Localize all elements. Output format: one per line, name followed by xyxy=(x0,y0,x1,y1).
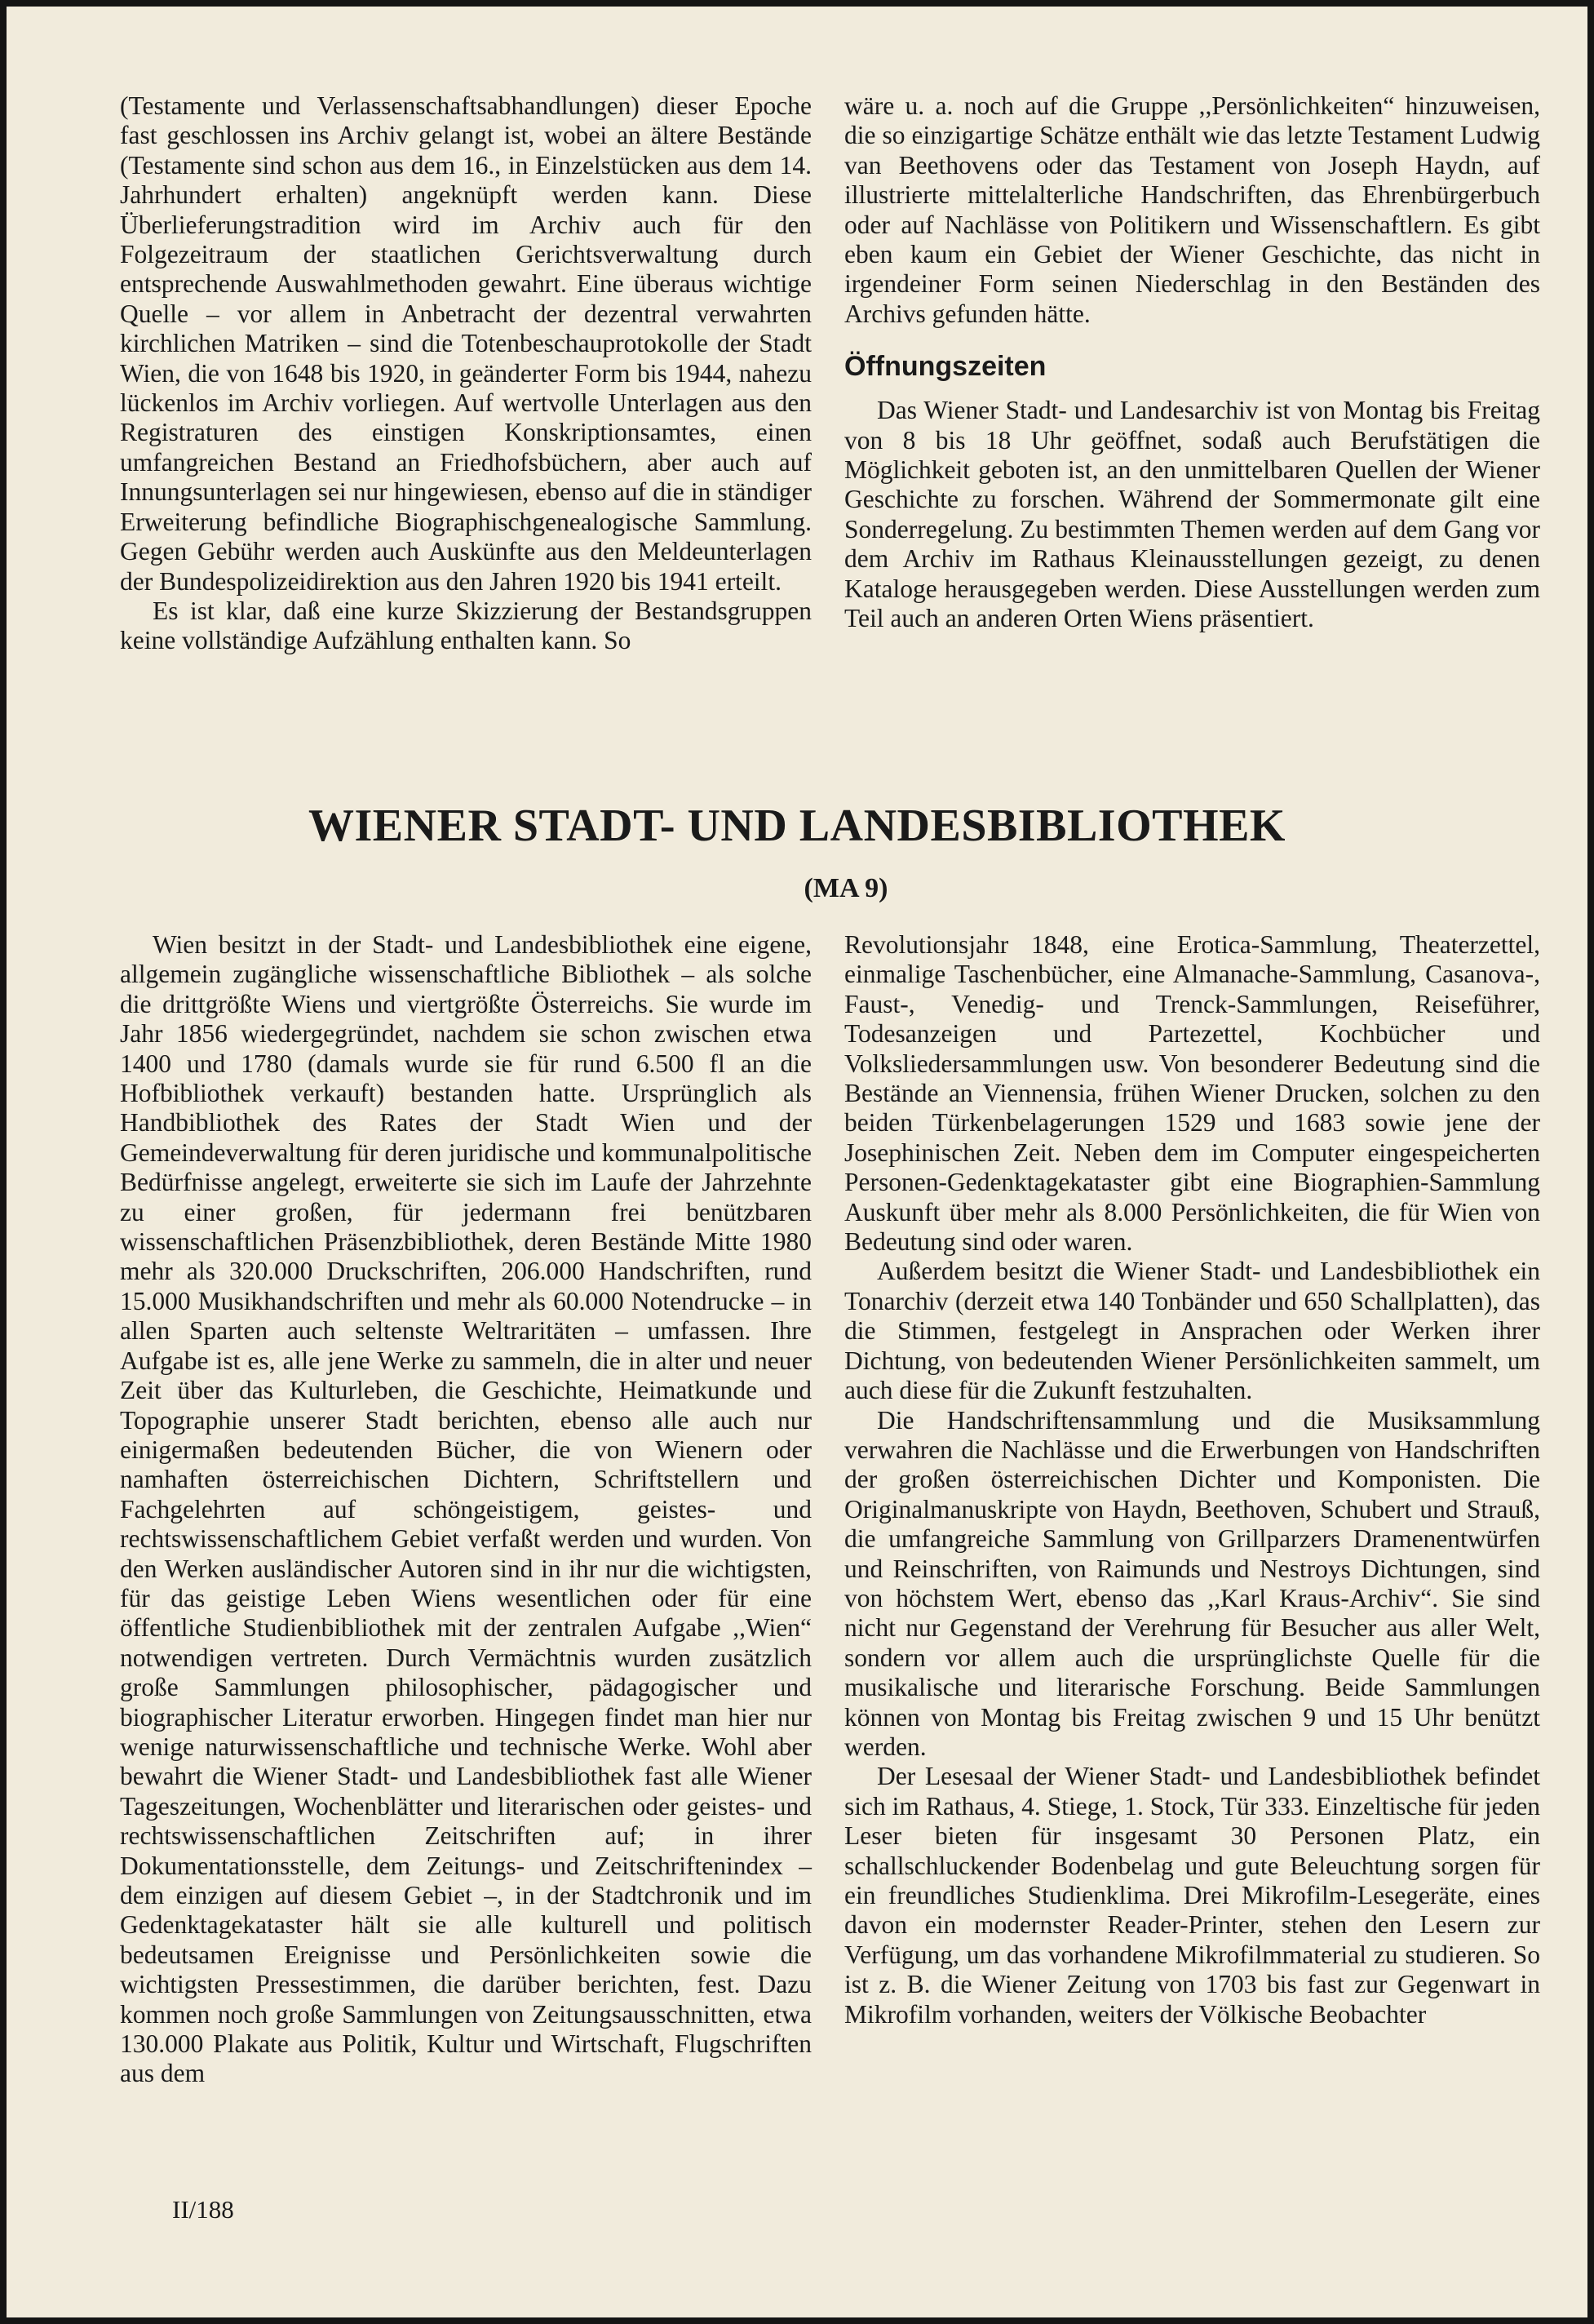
bottom-right-column xyxy=(844,930,1540,2029)
paragraph: wäre u. a. noch auf die Gruppe ,,Persönlichkeiten“ hinzuweisen, die so einzigartige Schätze enthält wie das letzte Testament Ludwig van Beethovens oder das Testament von Joseph Haydn, auf illustrierte mittelalterliche Handschriften, das Ehrenbürgerbuch oder auf Nachlässe von Politikern und Wissenschaftlern. Es gibt eben kaum ein Gebiet der Wiener Geschichte, das nicht in irgendeiner Form seinen Niederschlag in den Beständen des Archivs gefunden hätte. xyxy=(844,91,1540,328)
paragraph: Revolutionsjahr 1848, eine Erotica-Sammlung, Theaterzettel, einmalige Taschenbücher, eine Almanache-Sammlung, Casanova-, Faust-, Venedig- und Trenck-Sammlungen, Reiseführer, Todesanzeigen und Partezettel, Kochbücher und Volksliedersammlungen usw. Von besonderer Bedeutung sind die Bestände an Viennensia, frühen Wiener Drucken, solchen zu den beiden Türkenbelagerungen 1529 und 1683 sowie jene der Josephinischen Zeit. Neben dem im Computer eingespeicherten Personen-Gedenktagekataster gibt eine Biographien-Sammlung Auskunft über mehr als 8.000 Persönlichkeiten, die für Wien von Bedeutung sind oder waren. xyxy=(844,930,1540,1257)
paragraph: Wien besitzt in der Stadt- und Landesbibliothek eine eigene, allgemein zugängliche wissenschaftliche Bibliothek – als solche die drittgrößte Wiens und viertgrößte Österreichs. Sie wurde im Jahr 1856 wiedergegründet, nachdem sie schon zwischen etwa 1400 und 1780 (damals wurde sie für rund 6.500 fl an die Hofbibliothek verkauft) bestanden hatte. Ursprünglich als Handbibliothek des Rates der Stadt Wien und der Gemeindeverwaltung für deren juridische und kommunalpolitische Bedürfnisse angelegt, erweiterte sie sich im Laufe der Jahrzehnte zu einer großen, für jedermann frei benützbaren wissenschaftlichen Präsenzbibliothek, deren Bestände Mitte 1980 mehr als 320.000 Druckschriften, 206.000 Handschriften, rund 15.000 Musikhandschriften und mehr als 60.000 Notendrucke – in allen Sparten auch seltenste Weltraritäten – umfassen. Ihre Aufgabe ist es, alle jene Werke zu sammeln, die in alter und neuer Zeit über das Kulturleben, die Geschichte, Heimatkunde und Topographie unserer Stadt berichten, ebenso alle auch nur einigermaßen bedeutenden Bücher, die von Wienern oder namhaften österreichischen Dichtern, Schriftstellern und Fachgelehrten auf schöngeistigem, geistes- und rechtswissenschaftlichem Gebiet verfaßt werden und wurden. Von den Werken ausländischer Autoren sind in ihr nur die wichtigsten, für das geistige Leben Wiens wesentlichen oder für eine öffentliche Studienbibliothek mit der zentralen Aufgabe ,,Wien“ notwendigen vertreten. Durch Vermächtnis wurden zusätzlich große Sammlungen philosophischer, pädagogischer und biographischer Literatur erworben. Hingegen findet man hier nur wenige naturwissenschaftliche und technische Werke. Wohl aber bewahrt die Wiener Stadt- und Landesbibliothek fast alle Wiener Tageszeitungen, Wochenblätter und literarischen oder geistes- und rechtswissenschaftlichen Zeitschriften auf; in ihrer Dokumentationsstelle, dem Zeitungs- und Zeitschriftenindex – dem einzigen auf diesem Gebiet –, in der Stadtchronik und im Gedenktagekataster hält sie alle kulturell und politisch bedeutsamen Ereignisse und Persönlichkeiten sowie die wichtigsten Pressestimmen, die darüber berichten, fest. Dazu kommen noch große Sammlungen von Zeitungsausschnitten, etwa 130.000 Plakate aus Politik, Kultur und Wirtschaft, Flugschriften aus dem xyxy=(120,930,812,2088)
section-heading: Öffnungszeiten xyxy=(844,351,1047,383)
paragraph: Das Wiener Stadt- und Landesarchiv ist von Montag bis Freitag von 8 bis 18 Uhr geöffnet, sodaß auch Berufstätigen die Möglichkeit geboten ist, an den unmittelbaren Quellen der Wiener Geschichte zu forschen. Während der Sommermonate gilt eine Sonderregelung. Zu bestimmten Themen werden auf dem Gang vor dem Archiv im Rathaus Kleinausstellungen gezeigt, zu denen Kataloge herausgegeben werden. Diese Ausstellungen werden zum Teil auch an anderen Orten Wiens präsentiert. xyxy=(844,396,1540,633)
paragraph: Es ist klar, daß eine kurze Skizzierung der Bestandsgruppen keine vollständige Aufzählung enthalten kann. So xyxy=(120,596,812,655)
paragraph: Die Handschriftensammlung und die Musiksammlung verwahren die Nachlässe und die Erwerbungen von Handschriften der großen österreichischen Dichter und Komponisten. Die Originalmanuskripte von Haydn, Beethoven, Schubert und Strauß, die umfangreiche Sammlung von Grillparzers Dramenentwürfen und Reinschriften, von Raimunds und Nestroys Dichtungen, sind von höchstem Wert, ebenso das ,,Karl Kraus-Archiv“. Sie sind nicht nur Gegenstand der Verehrung für Besucher aus aller Welt, sondern vor allem auch die ursprünglichste Quelle für die musikalische und literarische Forschung. Beide Sammlungen können von Montag bis Freitag zwischen 9 und 15 Uhr benützt werden. xyxy=(844,1405,1540,1761)
top-right-column xyxy=(844,91,1540,634)
document-page xyxy=(7,7,1587,2317)
paragraph: Außerdem besitzt die Wiener Stadt- und Landesbibliothek ein Tonarchiv (derzeit etwa 140 Tonbänder und 650 Schallplatten), das die Stimmen, festgelegt in Ansprachen oder Werken ihrer Dichtung, von bedeutenden Wiener Persönlichkeiten sammelt, um auch diese für die Zukunft festzuhalten. xyxy=(844,1257,1540,1405)
article-title: WIENER STADT- UND LANDESBIBLIOTHEK xyxy=(308,801,1286,851)
page-number: II/188 xyxy=(172,2195,234,2224)
paragraph: (Testamente und Verlassenschaftsabhandlungen) dieser Epoche fast geschlossen ins Archiv gelangt ist, wobei an ältere Bestände (Testamente sind schon aus dem 16., in Einzelstücken aus dem 14. Jahrhundert erhalten) angeknüpft werden kann. Diese Überlieferungstradition wird im Archiv auch für den Folgezeitraum der staatlichen Gerichtsverwaltung durch entsprechende Auswahlmethoden gewahrt. Eine überaus wichtige Quelle – vor allem in Anbetracht der dezentral verwahrten kirchlichen Matriken – sind die Totenbeschauprotokolle der Stadt Wien, die von 1648 bis 1920, in geänderter Form bis 1944, nahezu lückenlos im Archiv vorliegen. Auf wertvolle Unterlagen aus den Registraturen des einstigen Konskriptionsamtes, einen umfangreichen Bestand an Friedhofsbüchern, aber auch auf Innungsunterlagen sei nur hingewiesen, ebenso auf die in ständiger Erweiterung befindliche Biographischgenealogische Sammlung. Gegen Gebühr werden auch Auskünfte aus den Meldeunterlagen der Bundespolizeidirektion aus den Jahren 1920 bis 1941 erteilt. xyxy=(120,91,812,596)
top-left-column xyxy=(120,91,812,656)
bottom-left-column xyxy=(120,930,812,2089)
paragraph: Der Lesesaal der Wiener Stadt- und Landesbibliothek befindet sich im Rathaus, 4. Stiege, 1. Stock, Tür 333. Einzeltische für jeden Leser bieten für insgesamt 30 Personen Platz, ein schallschluckender Bodenbelag und gute Beleuchtung sorgen für ein freundliches Studienklima. Drei Mikrofilm-Lesegeräte, eines davon ein modernster Reader-Printer, stehen den Lesern zur Verfügung, um das vorhandene Mikrofilmmaterial zu studieren. So ist z. B. die Wiener Zeitung von 1703 bis fast zur Gegenwart in Mikrofilm vorhanden, weiters der Völkische Beobachter xyxy=(844,1762,1540,2029)
article-subtitle: (MA 9) xyxy=(804,873,888,903)
